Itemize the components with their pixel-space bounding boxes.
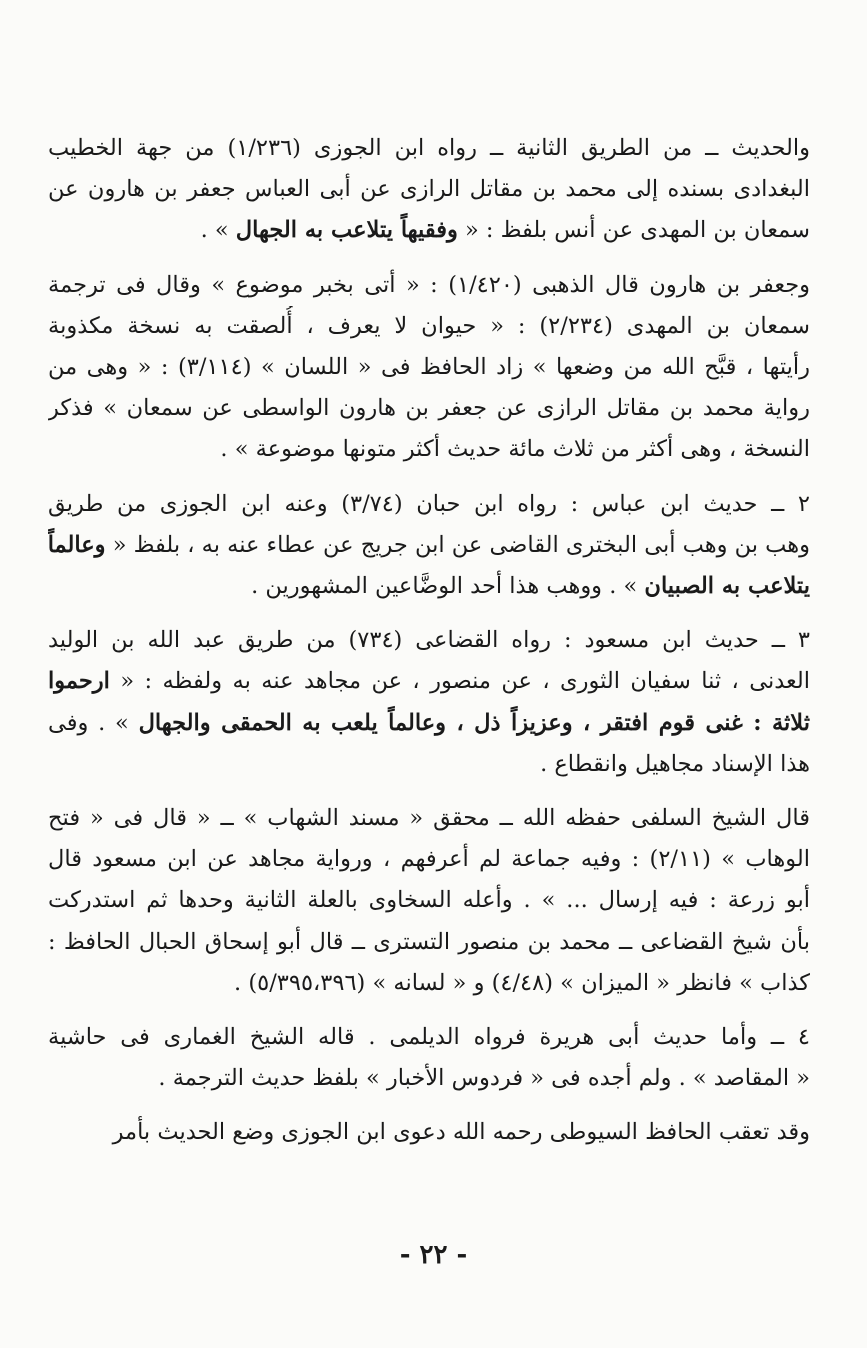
text-line (48, 839, 810, 880)
text-line (48, 744, 810, 785)
text-line (48, 1112, 810, 1153)
text-run: سمعان بن المهدى (٢/٢٣٤) : « حيوان لا يعرف ، أُلصقت به نسخة مكذوبة (48, 312, 810, 339)
paragraph (48, 128, 810, 252)
text-run: سمعان بن المهدى عن أنس بلفظ : « (457, 217, 810, 244)
text-run: » . (200, 217, 236, 244)
text-run: كذاب » فانظر « الميزان » (٤/٤٨) و « لسانه » (٥/٣٩٥،٣٩٦) . (234, 969, 810, 996)
text-run: والحديث ــ من الطريق الثانية ــ رواه ابن الجوزى (١/٢٣٦) من جهة الخطيب (48, 135, 810, 161)
text-line (48, 798, 810, 839)
paragraph (48, 484, 810, 608)
bold-hadith-text: ثلاثة : غنى قوم افتقر ، وعزيزاً ذل ، وعالماً يلعب به الحمقى والجهال (138, 709, 810, 736)
page-number: - ٢٢ - (399, 1240, 468, 1270)
text-line (48, 265, 810, 306)
text-run: ٤ ــ وأما حديث أبى هريرة فرواه الديلمى . قاله الشيخ الغمارى فى حاشية (48, 1024, 810, 1051)
text-run: » . وفى (48, 709, 139, 736)
text-run: العدنى ، ثنا سفيان الثورى ، عن منصور ، عن مجاهد عنه به ولفظه : « (109, 668, 810, 695)
text-run: « المقاصد » . ولم أجده فى « فردوس الأخبار » بلفظ حديث الترجمة . (158, 1065, 810, 1092)
text-run: رأيتها ، قبَّح الله من وضعها » زاد الحافظ فى « اللسان » (٣/١١٤) : « وهى من (48, 354, 810, 381)
text-line (48, 347, 810, 388)
text-line (48, 306, 810, 347)
text-run: البغدادى بسنده إلى محمد بن مقاتل الرازى عن أبى العباس جعفر بن هارون عن (48, 176, 810, 203)
text-line (48, 1017, 810, 1058)
text-run: هذا الإسناد مجاهيل وانقطاع . (540, 750, 810, 777)
text-line (48, 128, 810, 169)
text-run: وجعفر بن هارون قال الذهبى (١/٤٢٠) : « أتى بخبر موضوع » وقال فى ترجمة (48, 271, 810, 298)
paragraph (48, 798, 810, 1004)
text-line (48, 388, 810, 429)
text-run: ٣ ــ حديث ابن مسعود : رواه القضاعى (٧٣٤) من طريق عبد الله بن الوليد (48, 627, 810, 654)
text-run: الوهاب » (٢/١١) : وفيه جماعة لم أعرفهم ، ورواية مجاهد عن ابن مسعود قال (48, 846, 810, 873)
text-line (48, 703, 810, 744)
paragraph (48, 1112, 810, 1153)
text-line (48, 484, 810, 525)
bold-hadith-text: وفقيهاً يتلاعب به الجهال (235, 217, 458, 244)
text-run: النسخة ، وهى أكثر من ثلاث مائة حديث أكثر متونها موضوعة » . (220, 436, 810, 463)
text-run: أبو زرعة : فيه إرسال ... » . وأعله السخاوى بالعلة الثانية وحدها ثم استدركت (48, 887, 810, 914)
text-line (48, 210, 810, 251)
page-body (48, 128, 810, 1154)
text-run: وهب بن وهب أبى البخترى القاضى عن ابن جريج عن عطاء عنه به ، بلفظ « (105, 531, 810, 558)
paragraph (48, 1017, 810, 1099)
text-line (48, 429, 810, 470)
text-line (48, 963, 810, 1004)
text-run: » . ووهب هذا أحد الوضَّاعين المشهورين . (251, 573, 645, 600)
text-line (48, 566, 810, 607)
paragraph (48, 265, 810, 471)
text-run: بأن شيخ القضاعى ــ محمد بن منصور التسترى ــ قال أبو إسحاق الحبال الحافظ : (48, 928, 810, 955)
text-run: وقد تعقب الحافظ السيوطى رحمه الله دعوى ابن الجوزى وضع الحديث بأمر (112, 1119, 810, 1146)
text-line (48, 880, 810, 921)
text-line (48, 922, 810, 963)
bold-hadith-text: ارحموا (48, 668, 110, 695)
text-line (48, 1058, 810, 1099)
text-run: قال الشيخ السلفى حفظه الله ــ محقق « مسند الشهاب » ــ « قال فى « فتح (48, 805, 810, 832)
bold-hadith-text: يتلاعب به الصبيان (644, 573, 810, 600)
text-line (48, 661, 810, 702)
paragraph (48, 620, 810, 785)
bold-hadith-text: وعالماً (48, 531, 106, 558)
text-line (48, 169, 810, 210)
text-run: رواية محمد بن مقاتل الرازى عن جعفر بن هارون الواسطى عن سمعان » فذكر (48, 395, 810, 422)
text-line (48, 620, 810, 661)
text-run: ٢ ــ حديث ابن عباس : رواه ابن حبان (٣/٧٤) وعنه ابن الجوزى من طريق (48, 490, 810, 517)
text-line (48, 525, 810, 566)
